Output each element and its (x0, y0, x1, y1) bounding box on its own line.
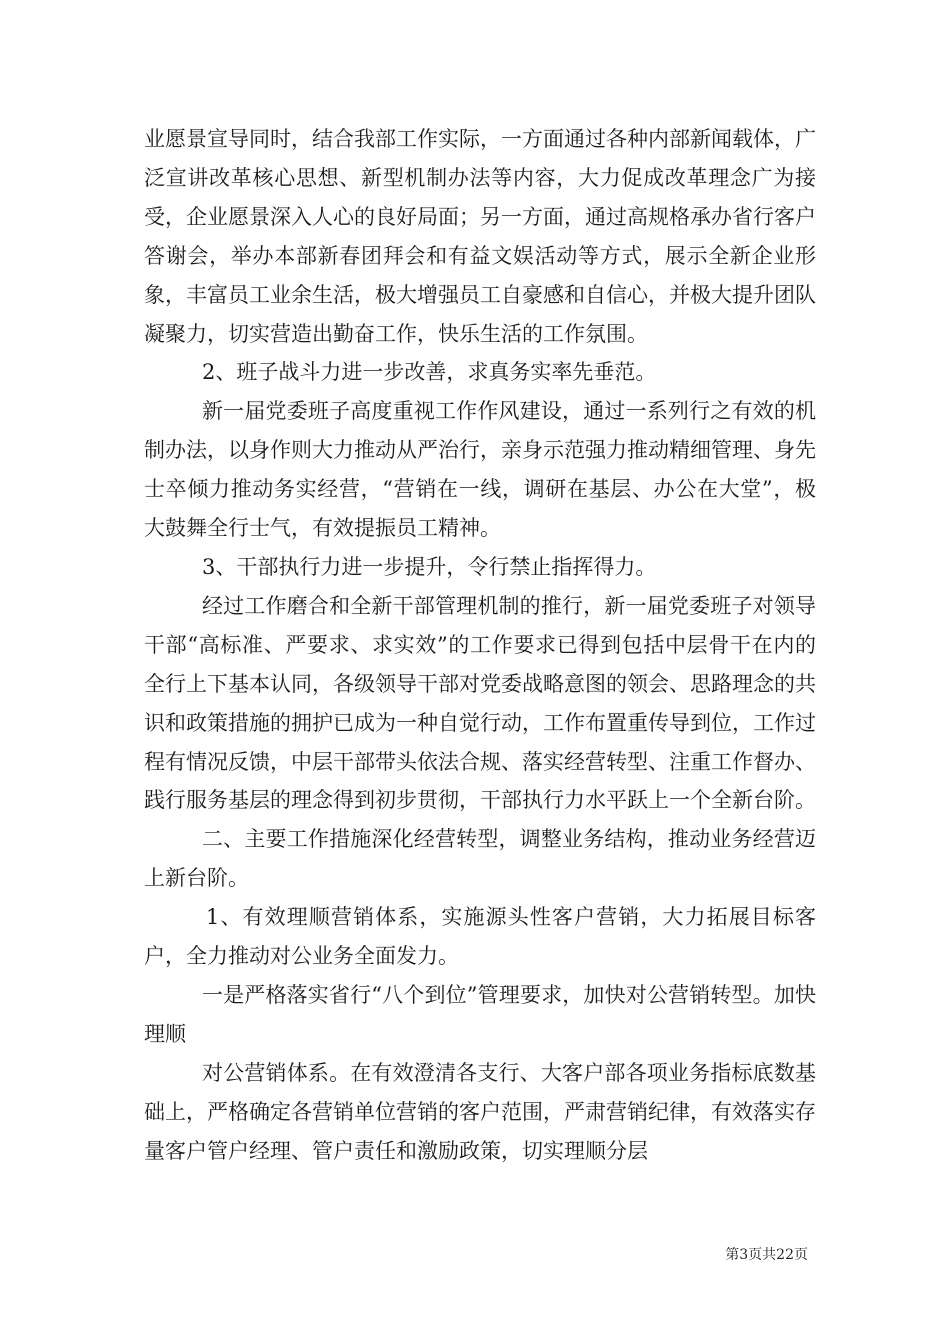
paragraph-5: 经过工作磨合和全新干部管理机制的推行，新一届党委班子对领导干部“高标准、严要求、求实效”的工作要求已得到包括中层骨干在内的全行上下基本认同，各级领导干部对党委战略意图的领会、思路理念的共识和政策措施的拥护已成为一种自觉行动，工作布置重传导到位，工作过程有情况反馈，中层干部带头依法合规、落实经营转型、注重工作督办、践行服务基层的理念得到初步贯彻，干部执行力水平跃上一个全新台阶。 (144, 593, 816, 813)
paragraph-9: 对公营销体系。在有效澄清各支行、大客户部各项业务指标底数基础上，严格确定各营销单位营销的客户范围，严肃营销纪律，有效落实存量客户管户经理、管户责任和激励政策，切实理顺分层 (144, 1060, 816, 1163)
page-number-footer: 第3页共22页 (725, 1247, 808, 1263)
paragraph-3: 新一届党委班子高度重视工作作风建设，通过一系列行之有效的机制办法，以身作则大力推动从严治行，亲身示范强力推动精细管理、身先士卒倾力推动务实经营，“营销在一线，调研在基层、办公在大堂”，极大鼓舞全行士气，有效提振员工精神。 (144, 399, 816, 541)
paragraph-1: 业愿景宣导同时，结合我部工作实际，一方面通过各种内部新闻载体，广泛宣讲改革核心思想、新型机制办法等内容，大力促成改革理念广为接受，企业愿景深入人心的良好局面；另一方面，通过高规格承办省行客户答谢会，举办本部新春团拜会和有益文娱活动等方式，展示全新企业形象，丰富员工业余生活，极大增强员工自豪感和自信心，并极大提升团队凝聚力，切实营造出勤奋工作，快乐生活的工作氛围。 (144, 127, 816, 346)
paragraph-2-heading: 2、班子战斗力进一步改善，求真务实率先垂范。 (202, 360, 657, 385)
document-body (144, 120, 816, 1170)
paragraph-6-section-heading: 二、主要工作措施深化经营转型，调整业务结构，推动业务经营迈上新台阶。 (144, 827, 816, 891)
paragraph-8: 一是严格落实省行“八个到位”管理要求，加快对公营销转型。加快理顺 (144, 982, 816, 1046)
paragraph-4-heading: 3、干部执行力进一步提升，令行禁止指挥得力。 (202, 554, 657, 579)
paragraph-7-subheading: 1、有效理顺营销体系，实施源头性客户营销，大力拓展目标客户，全力推动对公业务全面发力。 (144, 905, 816, 969)
